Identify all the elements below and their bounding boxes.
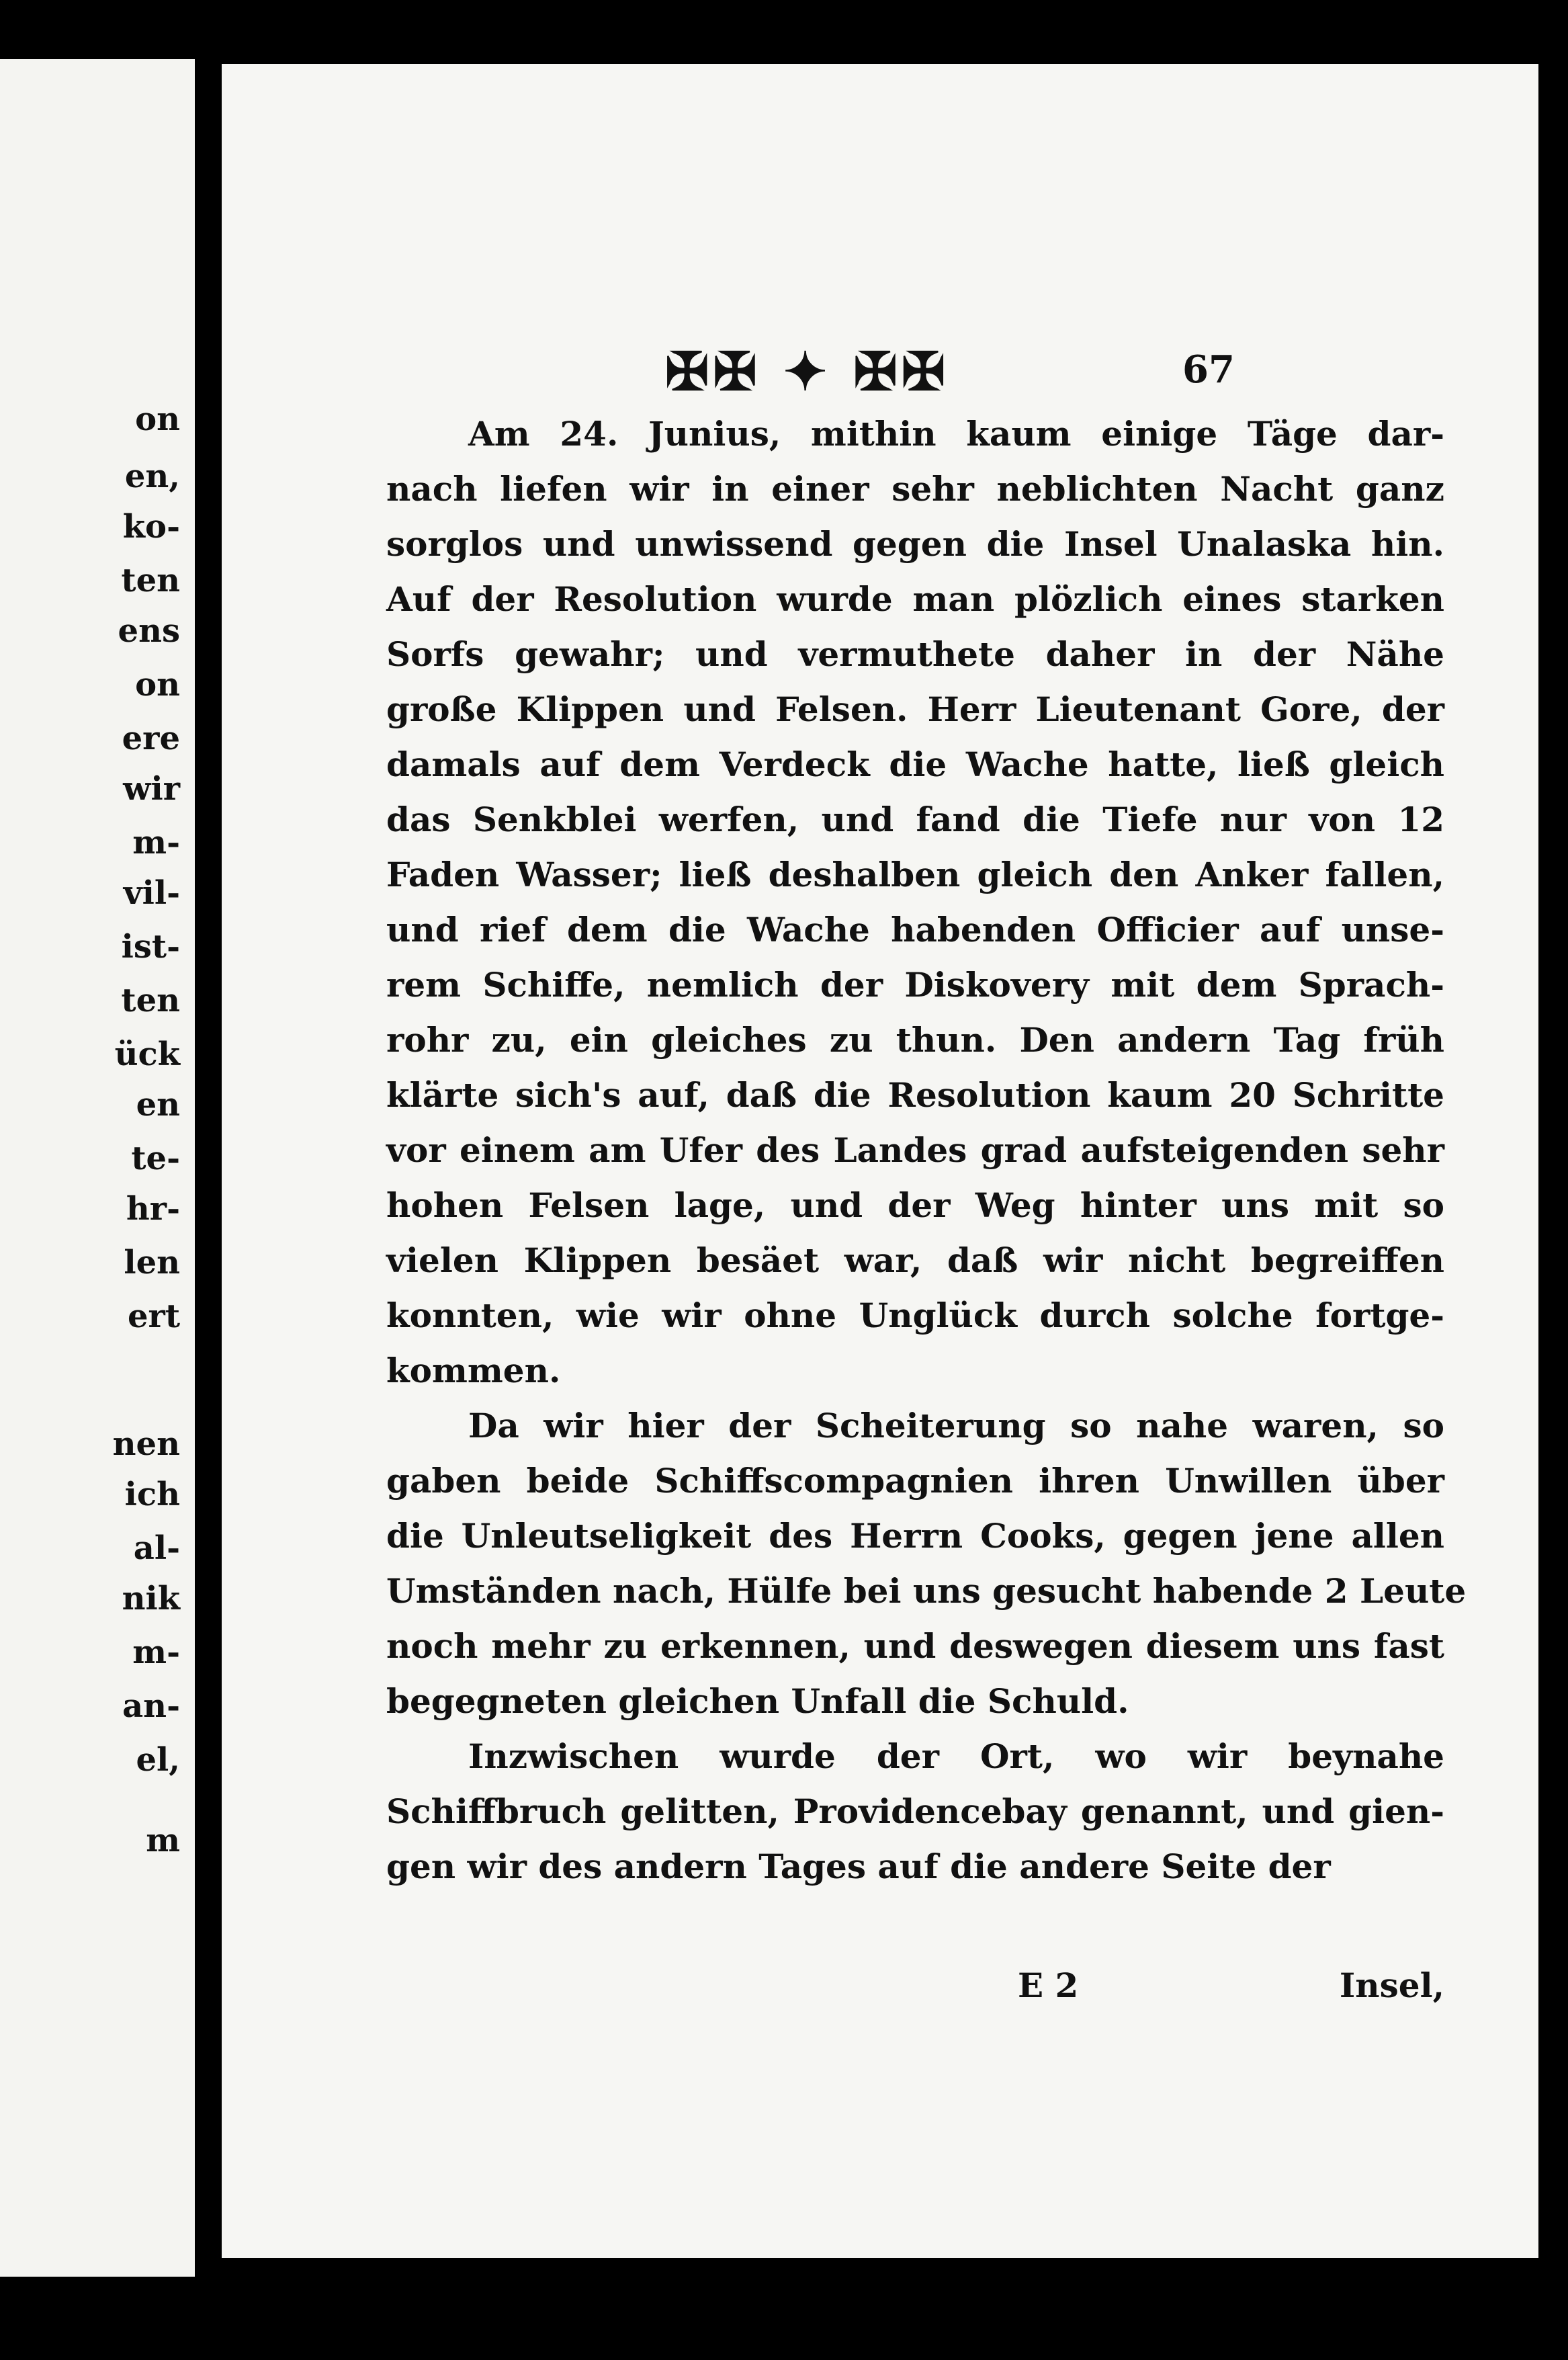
text-line: und rief dem die Wache habenden Officier auf unse- bbox=[386, 910, 1444, 950]
header-ornament: ✠✠ ✦ ✠✠ bbox=[665, 341, 950, 403]
signature-mark: E 2 bbox=[1018, 1966, 1079, 2005]
left-page-fragment: ich bbox=[124, 1476, 180, 1513]
left-page-fragment: wir bbox=[123, 770, 180, 808]
left-page-fragment: el, bbox=[136, 1741, 180, 1779]
text-line: gaben beide Schiffscompagnien ihren Unwillen über bbox=[386, 1461, 1444, 1501]
page-number: 67 bbox=[1182, 347, 1235, 392]
text-line: klärte sich's auf, daß die Resolution kaum 20 Schritte bbox=[386, 1075, 1444, 1115]
text-line: Am 24. Junius, mithin kaum einige Täge dar- bbox=[468, 414, 1444, 454]
text-line: Auf der Resolution wurde man plözlich eines starken bbox=[386, 579, 1444, 619]
left-page-fragment: ten bbox=[121, 562, 180, 599]
text-line: Schiffbruch gelitten, Providencebay genannt, und gien- bbox=[386, 1792, 1444, 1831]
left-page-fragment: en bbox=[136, 1086, 180, 1124]
left-page-fragment: vil- bbox=[123, 874, 180, 912]
left-page-fragment: nik bbox=[122, 1580, 180, 1617]
left-page-fragment: m- bbox=[132, 1634, 180, 1671]
text-line: das Senkblei werfen, und fand die Tiefe nur von 12 bbox=[386, 800, 1444, 839]
text-line: die Unleutseligkeit des Herrn Cooks, gegen jene allen bbox=[386, 1516, 1444, 1556]
text-line: gen wir des andern Tages auf die andere Seite der bbox=[386, 1847, 1331, 1886]
left-page-fragment: ko- bbox=[122, 508, 180, 546]
text-line: Da wir hier der Scheiterung so nahe waren, so bbox=[468, 1406, 1444, 1445]
text-line: vor einem am Ufer des Landes grad aufsteigenden sehr bbox=[386, 1130, 1444, 1170]
right-page bbox=[222, 64, 1538, 2258]
text-line: damals auf dem Verdeck die Wache hatte, ließ gleich bbox=[386, 745, 1444, 784]
left-page-fragment: hr- bbox=[126, 1190, 180, 1228]
text-line: vielen Klippen besäet war, daß wir nicht begreiffen bbox=[386, 1240, 1444, 1280]
left-page-fragment: ten bbox=[121, 982, 180, 1019]
paragraph bbox=[386, 1398, 1467, 1729]
text-line: konnten, wie wir ohne Unglück durch solche fortge- bbox=[386, 1296, 1444, 1335]
left-page-fragment: al- bbox=[133, 1529, 180, 1567]
text-line: sorglos und unwissend gegen die Insel Unalaska hin. bbox=[386, 524, 1444, 564]
body-text bbox=[386, 407, 1467, 1894]
left-page-fragment: m bbox=[146, 1822, 180, 1859]
left-page-fragment: nen bbox=[112, 1425, 180, 1463]
left-page-fragment: en, bbox=[124, 458, 180, 495]
left-page-fragment: ück bbox=[114, 1036, 180, 1073]
text-line: Inzwischen wurde der Ort, wo wir beynahe bbox=[468, 1736, 1444, 1776]
text-line: hohen Felsen lage, und der Weg hinter uns mit so bbox=[386, 1185, 1444, 1225]
left-page-fragment: ist- bbox=[121, 928, 180, 966]
left-page-fragment: ert bbox=[128, 1298, 180, 1335]
paragraph bbox=[386, 407, 1444, 1398]
text-line: große Klippen und Felsen. Herr Lieutenant Gore, der bbox=[386, 689, 1444, 729]
left-page-fragment: ere bbox=[122, 720, 180, 757]
text-line: Sorfs gewahr; und vermuthete daher in der Nähe bbox=[386, 634, 1444, 674]
left-page-fragment: on bbox=[135, 401, 180, 438]
left-page-fragment: ens bbox=[118, 612, 180, 650]
text-line: rohr zu, ein gleiches zu thun. Den andern Tag früh bbox=[386, 1020, 1444, 1060]
paragraph bbox=[386, 1729, 1444, 1894]
left-page-fragment: te- bbox=[131, 1140, 180, 1177]
left-page bbox=[0, 59, 195, 2277]
left-page-fragment: len bbox=[124, 1244, 180, 1281]
text-line: nach liefen wir in einer sehr neblichten Nacht ganz bbox=[386, 469, 1444, 509]
text-line: noch mehr zu erkennen, und deswegen diesem uns fast bbox=[386, 1626, 1444, 1666]
text-line: Faden Wasser; ließ deshalben gleich den Anker fallen, bbox=[386, 855, 1444, 894]
text-line: Umständen nach, Hülfe bei uns gesucht habende 2 Leute bbox=[386, 1571, 1467, 1611]
left-page-fragment: m- bbox=[132, 824, 180, 861]
text-line: rem Schiffe, nemlich der Diskovery mit dem Sprach- bbox=[386, 965, 1444, 1005]
left-page-fragment: on bbox=[135, 666, 180, 704]
text-line: begegneten gleichen Unfall die Schuld. bbox=[386, 1681, 1129, 1721]
text-line: kommen. bbox=[386, 1351, 561, 1390]
left-page-fragment: an- bbox=[122, 1687, 180, 1725]
catchword: Insel, bbox=[1339, 1966, 1444, 2005]
